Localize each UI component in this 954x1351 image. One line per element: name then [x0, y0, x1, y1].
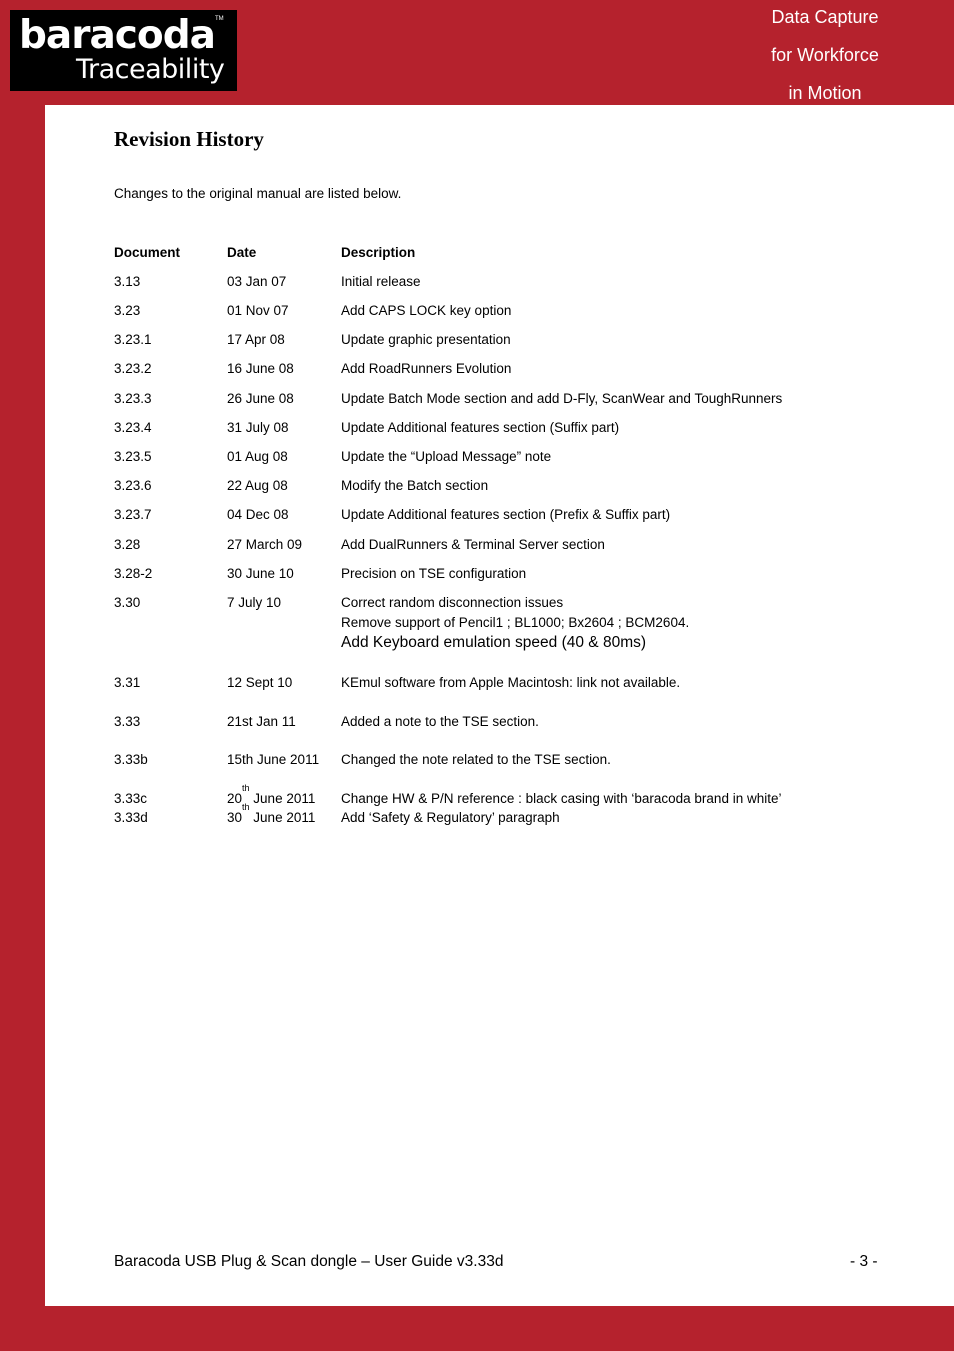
- row-document: 3.23.6: [114, 478, 152, 493]
- row-date: 26 June 08: [227, 391, 294, 406]
- date-rest: June 2011: [249, 791, 316, 806]
- page-sheet: [45, 105, 954, 1306]
- logo-trademark: TM: [215, 16, 224, 22]
- row-date: 21st Jan 11: [227, 714, 296, 729]
- column-header-description: Description: [341, 245, 416, 260]
- logo-brand-text: baracoda: [19, 13, 215, 58]
- row-date: 16 June 08: [227, 361, 294, 376]
- row-document: 3.23.4: [114, 420, 152, 435]
- footer-page-number: - 3 -: [850, 1253, 878, 1270]
- left-margin-band: [0, 0, 45, 1351]
- column-header-document: Document: [114, 245, 181, 260]
- row-document: 3.33d: [114, 810, 148, 825]
- row-document: 3.23.3: [114, 391, 152, 406]
- date-ordinal-suffix: th: [242, 802, 250, 812]
- row-description: Update Batch Mode section and add D-Fly, ScanWear and ToughRunners: [341, 391, 783, 406]
- row-date: 31 July 08: [227, 420, 289, 435]
- row-document: 3.33b: [114, 752, 148, 767]
- row-document: 3.28-2: [114, 566, 153, 581]
- row-document: 3.30: [114, 595, 141, 610]
- row-date: 01 Aug 08: [227, 449, 288, 464]
- row-description: Update graphic presentation: [341, 332, 511, 347]
- footer-document-title: Baracoda USB Plug & Scan dongle – User Guide v3.33d: [114, 1253, 504, 1270]
- row-document: 3.23: [114, 303, 141, 318]
- row-document: 3.23.7: [114, 507, 152, 522]
- row-description: Changed the note related to the TSE section.: [341, 752, 611, 767]
- row-date: 12 Sept 10: [227, 675, 293, 690]
- row-date: 15th June 2011: [227, 752, 320, 767]
- row-date: 17 Apr 08: [227, 332, 285, 347]
- row-description: Add DualRunners & Terminal Server section: [341, 537, 605, 552]
- tagline-line: for Workforce: [771, 45, 879, 65]
- row-description-line-2: Remove support of Pencil1 ; BL1000; Bx2604 ; BCM2604.: [341, 615, 690, 630]
- row-description: Update Additional features section (Suffix part): [341, 420, 620, 435]
- row-date: 04 Dec 08: [227, 507, 289, 522]
- row-description: Added a note to the TSE section.: [341, 714, 539, 729]
- row-description: Add CAPS LOCK key option: [341, 303, 512, 318]
- baracoda-logo: [10, 10, 237, 91]
- row-date: [227, 783, 316, 806]
- row-document: 3.13: [114, 274, 141, 289]
- row-description: Precision on TSE configuration: [341, 566, 527, 581]
- row-document: 3.28: [114, 537, 141, 552]
- row-document: 3.31: [114, 675, 141, 690]
- intro-text: Changes to the original manual are listed below.: [114, 186, 402, 201]
- row-document: 3.23.1: [114, 332, 152, 347]
- date-day: 20: [227, 791, 243, 806]
- row-description: Update the “Upload Message” note: [341, 449, 552, 464]
- row-description: Modify the Batch section: [341, 478, 489, 493]
- row-date: [227, 802, 316, 825]
- row-date: 01 Nov 07: [227, 303, 289, 318]
- row-description: Update Additional features section (Prefix & Suffix part): [341, 507, 671, 522]
- tagline-line: Data Capture: [771, 7, 879, 27]
- row-document: 3.23.5: [114, 449, 152, 464]
- date-day: 30: [227, 810, 243, 825]
- row-date: 22 Aug 08: [227, 478, 288, 493]
- page-title: Revision History: [114, 127, 264, 151]
- row-description: Initial release: [341, 274, 421, 289]
- header-tagline: [700, 0, 950, 114]
- tagline-line: in Motion: [788, 83, 862, 103]
- row-date: 03 Jan 07: [227, 274, 287, 289]
- row-document: 3.23.2: [114, 361, 152, 376]
- row-description: Change HW & P/N reference : black casing with ‘baracoda brand in white’: [341, 791, 782, 806]
- row-document: 3.33: [114, 714, 141, 729]
- logo-sub-text: Traceability: [76, 54, 225, 85]
- row-date: 27 March 09: [227, 537, 303, 552]
- column-header-date: Date: [227, 245, 257, 260]
- row-date: 7 July 10: [227, 595, 282, 610]
- row-description: Add ‘Safety & Regulatory’ paragraph: [341, 810, 560, 825]
- row-description: Correct random disconnection issues: [341, 595, 564, 610]
- date-rest: June 2011: [249, 810, 316, 825]
- row-description: Add RoadRunners Evolution: [341, 361, 512, 376]
- row-description-line-3: Add Keyboard emulation speed (40 & 80ms): [341, 634, 647, 651]
- date-ordinal-suffix: th: [242, 783, 250, 793]
- row-date: 30 June 10: [227, 566, 294, 581]
- row-description: KEmul software from Apple Macintosh: link not available.: [341, 675, 681, 690]
- row-document: 3.33c: [114, 791, 148, 806]
